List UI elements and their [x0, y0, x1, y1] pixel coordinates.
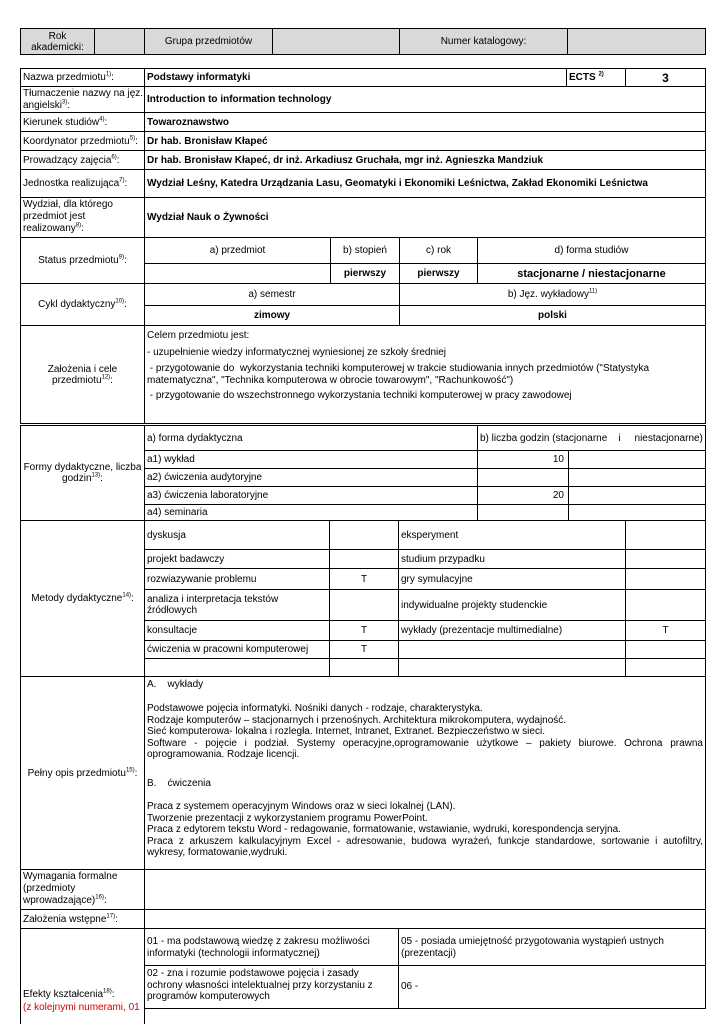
efekt-06: 06 - — [398, 965, 706, 1009]
metody-left: analiza i interpretacja tekstów źródłowych — [144, 589, 330, 621]
jednostka-label: Jednostka realizująca$^{7)}$: — [20, 169, 145, 198]
metody-left-mark: T — [329, 568, 399, 590]
formy-row-hours-niestac[interactable] — [568, 450, 706, 469]
formy-row-hours-niestac[interactable] — [568, 468, 706, 487]
metody-left — [144, 658, 330, 677]
formy-row-hours-stac — [477, 504, 569, 521]
formy-h-godziny: b) liczba godzin (stacjonarne i niestacjonarne) — [477, 425, 706, 451]
header-numer-label: Numer katalogowy: — [399, 28, 568, 55]
formy-row-hours-stac — [477, 468, 569, 487]
metody-left: konsultacje — [144, 620, 330, 641]
cykl-h-semestr: a) semestr — [144, 283, 400, 306]
kierunek-value: Towaroznawstwo — [144, 112, 706, 132]
status-h-stopien: b) stopień — [330, 237, 400, 264]
metody-right — [398, 658, 626, 677]
metody-right-mark — [625, 658, 706, 677]
metody-right-mark — [625, 549, 706, 569]
cykl-v-semestr: zimowy — [144, 305, 400, 326]
opis-label: Pełny opis przedmiotu$^{15)}$: — [20, 676, 145, 870]
metody-left: rozwiazywanie problemu — [144, 568, 330, 590]
metody-right: wykłady (prezentacje multimedialne) — [398, 620, 626, 641]
status-v-forma: stacjonarne / niestacjonarne — [477, 263, 706, 284]
metody-left: projekt badawczy — [144, 549, 330, 569]
status-h-forma: d) forma studiów — [477, 237, 706, 264]
wymagania-value[interactable] — [144, 869, 706, 910]
efekt-01: 01 - ma podstawową wiedzę z zakresu możliwości informatyki (technologii informatycznej) — [144, 928, 399, 966]
zalozenia-wstepne-label: Założenia wstępne$^{17)}$: — [20, 909, 145, 929]
zalozenia-wstepne-value[interactable] — [144, 909, 706, 929]
cykl-label: Cykl dydaktyczny$^{10)}$: — [20, 283, 145, 326]
metody-right-mark — [625, 589, 706, 621]
header-rok-value[interactable] — [94, 28, 145, 55]
metody-left: dyskusja — [144, 520, 330, 550]
status-h-przedmiot: a) przedmiot — [144, 237, 331, 264]
translation-value: Introduction to information technology — [144, 86, 706, 113]
status-label: Status przedmiotu$^{9)}$: — [20, 237, 145, 284]
opis-content: A. wykłady Podstawowe pojęcia informatyki. Nośniki danych - rodzaje, charakterystyka. Rodzaje komputerów – stacjonarnych i przenośnych. Architektura mikrokomputera, wydajność. Sieć komputerowa- lokalna i rozległa. Internet, Intranet, Extranet. Bezpieczeństwo w sieci. Software - pojęcie i podział. Systemy operacyjne,oprogramowanie użytkowe – pakiety biurowe. Ochrona prawna oprogramowania. Rodzaje licencji. B. ćwiczenia Praca z systemem operacyjnym Windows oraz w sieci lokalnej (LAN). Tworzenie prezentacji z wykorzystaniem programu PowerPoint. Praca z edytorem tekstu Word - redagowanie, formatowanie, wstawianie, wydruki, korespondencja seryjna. Praca z arkuszem kalkulacyjnym Excel - adresowanie, budowa wyrażeń, funkcje standardowe, sortowanie i autofiltry, wykresy, formatowanie,wydruki. — [144, 676, 706, 870]
metody-right: gry symulacyjne — [398, 568, 626, 590]
cykl-h-jezyk: b) Jęz. wykładowy$^{11)}$ — [399, 283, 706, 306]
header-grupa-value[interactable] — [272, 28, 400, 55]
header-numer-value[interactable] — [567, 28, 706, 55]
metody-right-mark: T — [625, 620, 706, 641]
kierunek-label: Kierunek studiów$^{4)}$: — [20, 112, 145, 132]
ects-value: 3 — [625, 68, 706, 87]
metody-right-mark — [625, 520, 706, 550]
jednostka-value: Wydział Leśny, Katedra Urządzania Lasu, Geomatyki i Ekonomiki Leśnictwa, Zakład Ekonomiki Leśnictwa — [144, 169, 706, 198]
metody-right: eksperyment — [398, 520, 626, 550]
formy-label: Formy dydaktyczne, liczba godzin$^{13)}$: — [20, 425, 145, 521]
status-v-przedmiot[interactable] — [144, 263, 331, 284]
formy-row-hours-niestac[interactable] — [568, 504, 706, 521]
metody-left-mark: T — [329, 620, 399, 641]
koordynator-value: Dr hab. Bronisław Kłapeć — [144, 131, 706, 151]
prowadzacy-value: Dr hab. Bronisław Kłapeć, dr inż. Arkadiusz Gruchała, mgr inż. Agnieszka Mandziuk — [144, 150, 706, 170]
wydzial-label: Wydział, dla którego przedmiot jest realizowany$^{8)}$: — [20, 197, 145, 238]
formy-row-name: a3) ćwiczenia laboratoryjne — [144, 486, 478, 505]
metody-left-mark — [329, 589, 399, 621]
efekt-02: 02 - zna i rozumie podstawowe pojęcia i zasady ochrony własności intelektualnej przy korzystaniu z programów komputerowych — [144, 965, 399, 1009]
formy-row-hours-stac: 10 — [477, 450, 569, 469]
cykl-v-jezyk: polski — [399, 305, 706, 326]
metody-left-mark: T — [329, 640, 399, 659]
metody-left-mark — [329, 549, 399, 569]
status-h-rok: c) rok — [399, 237, 478, 264]
formy-h-forma: a) forma dydaktyczna — [144, 425, 478, 451]
efekty-note: (z kolejnymi numerami, 01 — [23, 1002, 140, 1013]
metody-right: indywidualne projekty studenckie — [398, 589, 626, 621]
header-grupa-label: Grupa przedmiotów — [144, 28, 273, 55]
metody-right: studium przypadku — [398, 549, 626, 569]
formy-row-hours-stac: 20 — [477, 486, 569, 505]
metody-right — [398, 640, 626, 659]
zalozenia-content: Celem przedmiotu jest: - uzupełnienie wiedzy informatycznej wyniesionej ze szkoły średniej - przygotowanie do wykorzystania techniki komputerowej w trakcie studiowania innych przedmiotów ("Statystyka matematyczna", "Technika komputerowa w obrocie towarowym", "Rachunkowość") - przygotowanie do wszechstronnego wykorzystania techniki komputerowej w pracy zawodowej — [144, 325, 706, 424]
wydzial-value: Wydział Nauk o Żywności — [144, 197, 706, 238]
koordynator-label: Koordynator przedmiotu$^{5)}$: — [20, 131, 145, 151]
translation-label: Tłumaczenie nazwy na jęz. angielski$^{3)}$: — [20, 86, 145, 113]
header-rok-label: Rok akademicki: — [20, 28, 95, 55]
metody-right-mark — [625, 568, 706, 590]
status-v-rok: pierwszy — [399, 263, 478, 284]
metody-left: ćwiczenia w pracowni komputerowej — [144, 640, 330, 659]
status-v-stopien: pierwszy — [330, 263, 400, 284]
course-name-value: Podstawy informatyki — [144, 68, 567, 87]
course-name-label: Nazwa przedmiotu$^{1)}$: — [20, 68, 145, 87]
metody-left-mark — [329, 658, 399, 677]
efekt-05: 05 - posiada umiejętność przygotowania wystąpień ustnych (prezentacji) — [398, 928, 706, 966]
metody-right-mark — [625, 640, 706, 659]
formy-row-name: a2) ćwiczenia audytoryjne — [144, 468, 478, 487]
formy-row-name: a4) seminaria — [144, 504, 478, 521]
zalozenia-label: Założenia i cele przedmiotu$^{12)}$: — [20, 325, 145, 424]
metody-label: Metody dydaktyczne$^{14)}$: — [20, 520, 145, 677]
ects-label: ECTS $^{2)}$ — [566, 68, 626, 87]
metody-left-mark — [329, 520, 399, 550]
prowadzacy-label: Prowadzący zajęcia$^{6)}$: — [20, 150, 145, 170]
efekty-label: Efekty kształcenia$^{18)}$: (z kolejnymi numerami, 01 — [20, 928, 145, 1024]
formy-row-name: a1) wykład — [144, 450, 478, 469]
formy-row-hours-niestac[interactable] — [568, 486, 706, 505]
wymagania-label: Wymagania formalne (przedmioty wprowadzające)$^{16)}$: — [20, 869, 145, 910]
